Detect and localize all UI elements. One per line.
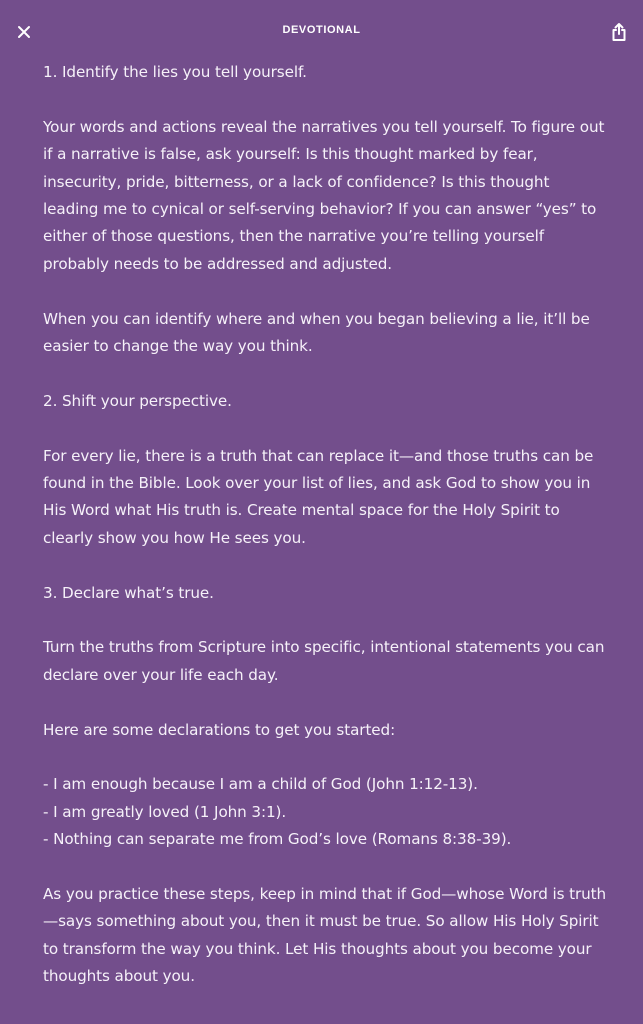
share-button[interactable] bbox=[605, 18, 633, 46]
step-3-body: Turn the truths from Scripture into specific, intentional statements you can declare over your life each day. bbox=[43, 638, 605, 684]
declaration-item: - I am enough because I am a child of God (John 1:12-13). bbox=[43, 775, 478, 794]
step-2-body: For every lie, there is a truth that can replace it—and those truths can be found in the Bible. Look over your list of lies, and ask God to show you in His Word what His truth is. Create mental space for the Holy Spirit to clearly show you how He sees you. bbox=[43, 446, 594, 547]
devotional-content bbox=[43, 59, 608, 991]
step-3-heading: 3. Declare what’s true. bbox=[43, 583, 214, 602]
share-icon bbox=[611, 22, 627, 42]
header bbox=[0, 0, 643, 64]
page-title: DEVOTIONAL bbox=[282, 24, 361, 36]
step-1-followup: When you can identify where and when you began believing a lie, it’ll be easier to change the way you think. bbox=[43, 309, 590, 356]
declaration-item: - I am greatly loved (1 John 3:1). bbox=[43, 802, 287, 821]
step-1-heading: 1. Identify the lies you tell yourself. bbox=[43, 63, 307, 81]
step-1-body: Your words and actions reveal the narratives you tell yourself. To figure out if a narrative is false, ask yourself: Is this thought marked by fear, insecurity, pride, bitterness, or a lack of confidence? Is this thought leading me to cynical or self-serving behavior? If you can answer “yes” to either of those questions, then the narrative you’re telling yourself probably needs to be addressed and adjusted. bbox=[43, 117, 605, 273]
declarations-intro: Here are some declarations to get you started: bbox=[43, 720, 396, 739]
declarations-list bbox=[43, 771, 608, 853]
step-2-heading: 2. Shift your perspective. bbox=[43, 391, 232, 410]
declaration-item: - Nothing can separate me from God’s love (Romans 8:38-39). bbox=[43, 830, 512, 849]
closing-paragraph: As you practice these steps, keep in mind that if God—whose Word is truth—says something about you, then it must be true. So allow His Holy Spirit to transform the way you think. Let His thoughts about you become your thoughts about you. bbox=[43, 885, 607, 986]
